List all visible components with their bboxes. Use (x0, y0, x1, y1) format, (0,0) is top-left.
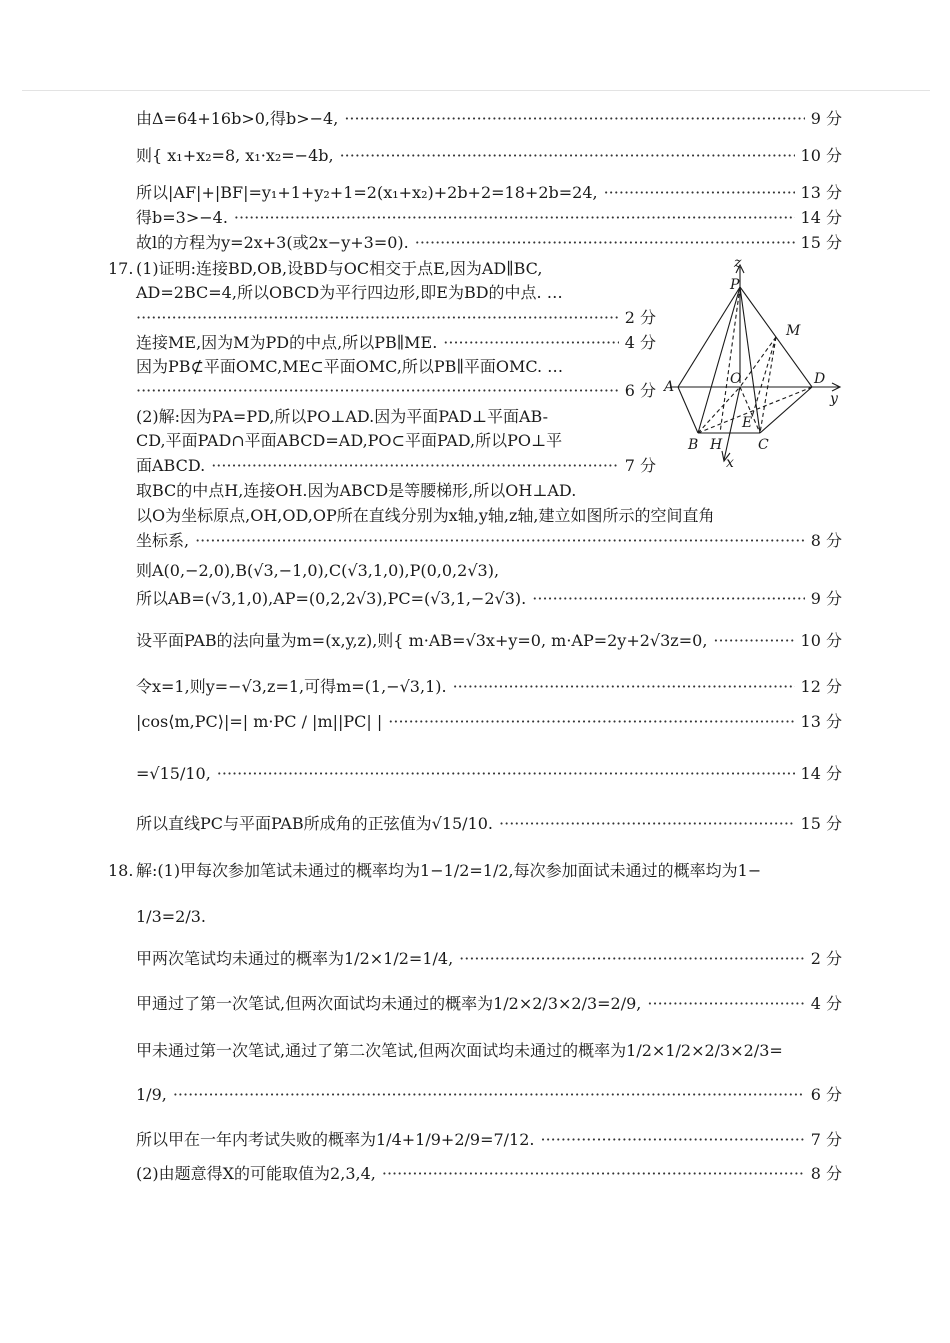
solution-line: (2)由题意得X的可能取值为2,3,4, ····· 8 分 (136, 1163, 842, 1185)
solution-line: 连接ME,因为M为PD的中点,所以PB∥ME. ····· 4 分 (136, 332, 656, 354)
label-H: H (710, 437, 723, 453)
pyramid-figure (660, 255, 850, 470)
solution-text: (2)解:因为PA=PD,所以PO⊥AD.因为平面PAD⊥平面AB- (136, 407, 548, 426)
top-divider (22, 90, 930, 91)
solution-text: 甲未通过第一次笔试,通过了第二次笔试,但两次面试均未通过的概率为1/2×1/2×2/3×2/3= (136, 1041, 783, 1060)
solution-text: (1)证明:连接BD,OB,设BD与OC相交于点E,因为AD∥BC, (136, 259, 543, 278)
solution-line: ····· 6 分 (136, 380, 656, 402)
solution-text: 以O为坐标原点,OH,OD,OP所在直线分别为x轴,y轴,z轴,建立如图所示的空间直角 (136, 506, 715, 525)
solution-line: 则{ x₁+x₂=8, x₁·x₂=−4b, ····· 10 分 (136, 145, 842, 167)
label-A: A (664, 379, 675, 395)
solution-line: 所以AB=(√3,1,0),AP=(0,2,2√3),PC=(√3,1,−2√3). ····· 9 分 (136, 588, 842, 610)
solution-line: 甲两次笔试均未通过的概率为1/2×1/2=1/4, ····· 2 分 (136, 948, 842, 970)
solution-line: 甲通过了第一次笔试,但两次面试均未通过的概率为1/2×2/3×2/3=2/9, ····· 4 分 (136, 993, 842, 1015)
solution-line: 故l的方程为y=2x+3(或2x−y+3=0). ····· 15 分 (136, 232, 842, 254)
solution-text: 因为PB⊄平面OMC,ME⊂平面OMC,所以PB∥平面OMC. … (136, 357, 564, 376)
solution-line: 所以|AF|+|BF|=y₁+1+y₂+1=2(x₁+x₂)+2b+2=18+2b=24, ····· 13 分 (136, 182, 842, 204)
solution-line: =√15/10, ····· 14 分 (136, 763, 842, 785)
solution-line: 设平面PAB的法向量为m=(x,y,z),则{ m·AB=√3x+y=0, m·AP=2y+2√3z=0, ····· 10 分 (136, 630, 842, 652)
solution-line: 所以直线PC与平面PAB所成角的正弦值为√15/10. ····· 15 分 (136, 813, 842, 835)
label-y: y (830, 391, 838, 407)
solution-line: 坐标系, ····· 8 分 (136, 530, 842, 552)
solution-line: 1/9, ····· 6 分 (136, 1084, 842, 1106)
label-C: C (758, 437, 769, 453)
label-x: x (726, 455, 734, 470)
solution-line: 得b=3>−4. ····· 14 分 (136, 207, 842, 229)
solution-line: 由Δ=64+16b>0,得b>−4, ····· 9 分 (136, 108, 842, 130)
solution-line: 面ABCD. ····· 7 分 (136, 455, 656, 477)
solution-line: |cos⟨m,PC⟩|=| m·PC / |m||PC| | ····· 13 分 (136, 711, 842, 733)
solution-text: AD=2BC=4,所以OBCD为平行四边形,即E为BD的中点. … (136, 283, 563, 302)
label-O: O (730, 371, 742, 387)
solution-text: 1/3=2/3. (136, 907, 206, 926)
solution-line: 令x=1,则y=−√3,z=1,可得m=(1,−√3,1). ····· 12 分 (136, 676, 842, 698)
solution-line: 所以甲在一年内考试失败的概率为1/4+1/9+2/9=7/12. ····· 7 分 (136, 1129, 842, 1151)
problem-number: 18. (108, 861, 134, 880)
solution-text: 取BC的中点H,连接OH.因为ABCD是等腰梯形,所以OH⊥AD. (136, 481, 577, 500)
label-P: P (730, 277, 740, 293)
label-E: E (742, 415, 753, 431)
solution-text: 解:(1)甲每次参加笔试未通过的概率均为1−1/2=1/2,每次参加面试未通过的概率均为1− (136, 861, 762, 880)
solution-text: 则A(0,−2,0),B(√3,−1,0),C(√3,1,0),P(0,0,2√3), (136, 561, 500, 580)
label-B: B (688, 437, 699, 453)
label-M: M (786, 323, 801, 339)
label-D: D (814, 371, 826, 387)
problem-number: 17. (108, 259, 134, 278)
solution-line: ····· 2 分 (136, 307, 656, 329)
solution-text: CD,平面PAD∩平面ABCD=AD,PO⊂平面PAD,所以PO⊥平 (136, 431, 563, 450)
label-z: z (734, 255, 742, 271)
